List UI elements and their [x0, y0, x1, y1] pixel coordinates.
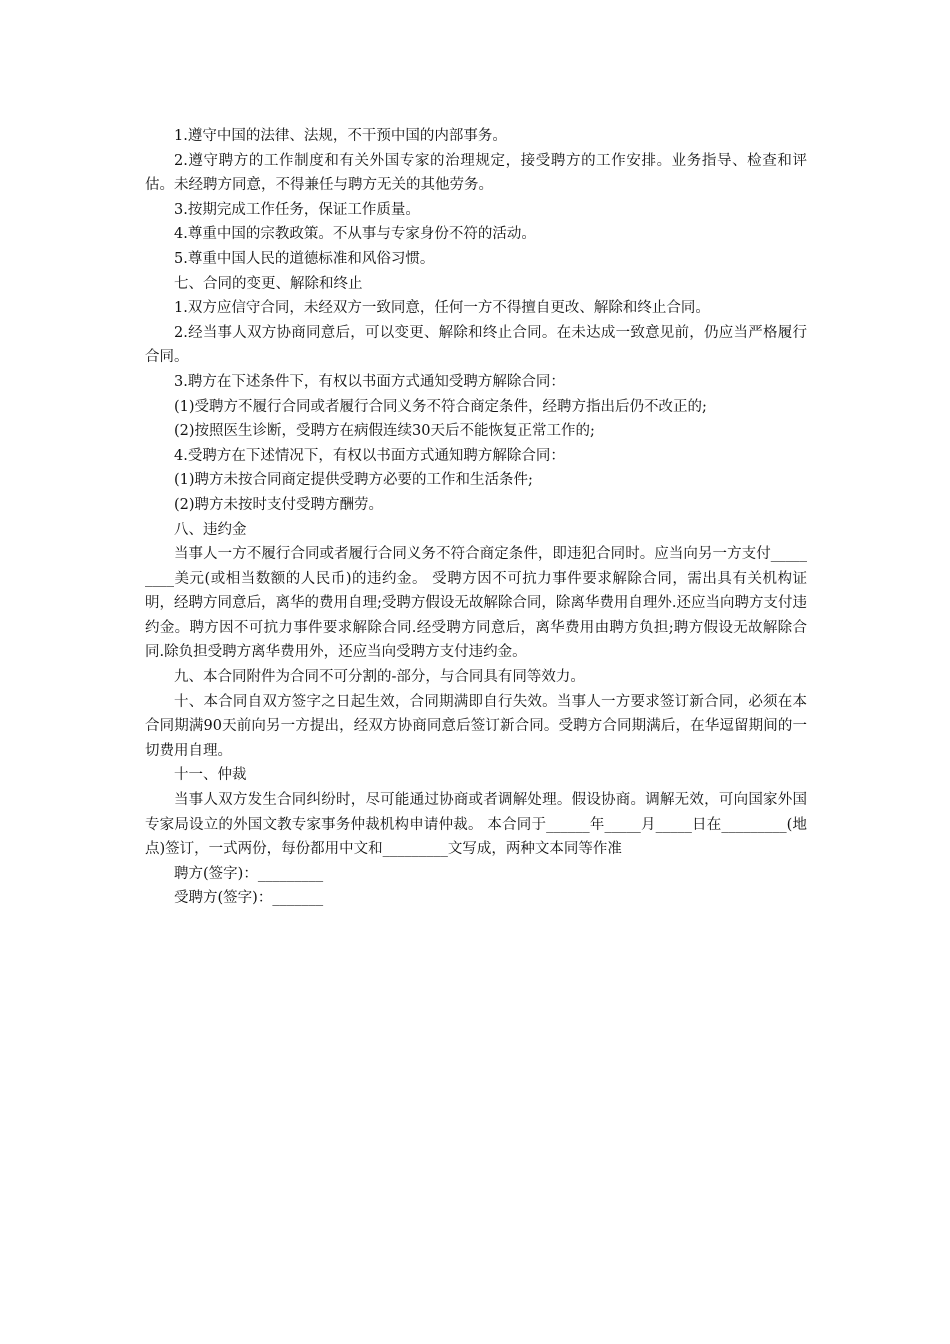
- section-heading-8: 八、违约金: [174, 521, 247, 538]
- section-heading-9: 九、本合同附件为合同不可分割的-部分，与合同具有同等效力。: [174, 669, 585, 686]
- paragraph-duty-2: 2.遵守聘方的工作制度和有关外国专家的治理规定，接受聘方的工作安排。业务指导、检查和评估。未经聘方同意，不得兼任与聘方无关的其他劳务。: [145, 152, 807, 194]
- paragraph-change-3-item-2: (2)按照医生诊断，受聘方在病假连续30天后不能恢复正常工作的;: [174, 423, 595, 440]
- paragraph-penalty: 当事人一方不履行合同或者履行合同义务不符合商定条件，即违犯合同时。应当向另一方支付_________美元(或相当数额的人民币)的违约金。 受聘方因不可抗力事件要求解除合同，需出具有关机构证明，经聘方同意后，离华的费用自理;受聘方假设无故解除合同，除离华费用自理外.还应当向聘方支付违约金。聘方因不可抗力事件要求解除合同.经受聘方同意后，离华费用由聘方负担;聘方假设无故解除合同.除负担受聘方离华费用外，还应当向受聘方支付违约金。: [145, 546, 807, 661]
- paragraph-change-3-item-1: (1)受聘方不履行合同或者履行合同义务不符合商定条件，经聘方指出后仍不改正的;: [174, 398, 707, 415]
- section-heading-11: 十一、仲裁: [174, 767, 247, 784]
- paragraph-change-2: 2.经当事人双方协商同意后，可以变更、解除和终止合同。在未达成一致意见前，仍应当严格履行合同。: [145, 324, 807, 366]
- paragraph-change-4: 4.受聘方在下述情况下，有权以书面方式通知聘方解除合同：: [174, 447, 565, 464]
- paragraph-change-4-item-2: (2)聘方未按时支付受聘方酬劳。: [174, 496, 384, 513]
- paragraph-duty-5: 5.尊重中国人民的道德标准和风俗习惯。: [174, 250, 435, 267]
- document-page: [145, 124, 807, 911]
- paragraph-change-3: 3.聘方在下述条件下，有权以书面方式通知受聘方解除合同：: [174, 373, 565, 390]
- paragraph-arbitration: 当事人双方发生合同纠纷时，尽可能通过协商或者调解处理。假设协商。调解无效，可向国家外国专家局设立的外国文教专家事务仲裁机构申请仲裁。 本合同于______年_____月_____日在_________(地点)签订，一式两份，每份都用中文和_________文写成，两种文本同等作准: [145, 792, 807, 858]
- section-heading-10: 十、本合同自双方签字之日起生效，合同期满即自行失效。当事人一方要求签订新合同，必须在本合同期满90天前向另一方提出，经双方协商同意后签订新合同。受聘方合同期满后，在华逗留期间的一切费用自理。: [145, 693, 807, 759]
- paragraph-duty-1: 1.遵守中国的法律、法规，不干预中国的内部事务。: [174, 128, 507, 144]
- signature-employer: 聘方(签字)：_________: [174, 865, 324, 882]
- signature-employee: 受聘方(签字)：_______: [174, 890, 324, 907]
- paragraph-change-1: 1.双方应信守合同，未经双方一致同意，任何一方不得擅自更改、解除和终止合同。: [174, 300, 710, 317]
- paragraph-duty-4: 4.尊重中国的宗教政策。不从事与专家身份不符的活动。: [174, 226, 536, 243]
- section-heading-7: 七、合同的变更、解除和终止: [174, 275, 363, 292]
- paragraph-change-4-item-1: (1)聘方未按合同商定提供受聘方必要的工作和生活条件;: [174, 472, 533, 489]
- paragraph-duty-3: 3.按期完成工作任务，保证工作质量。: [174, 201, 420, 218]
